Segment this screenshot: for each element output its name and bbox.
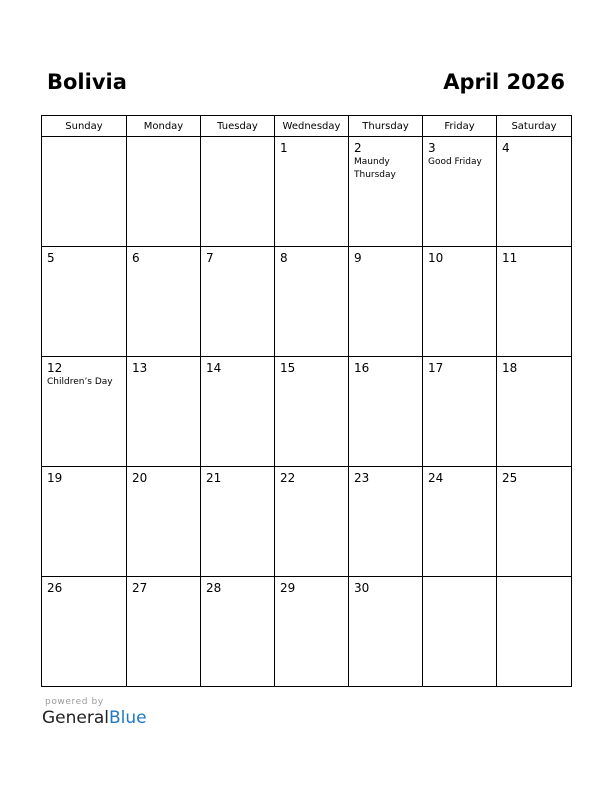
weekday-header: Sunday xyxy=(42,116,127,137)
holiday-label: Maundy Thursday xyxy=(354,157,396,180)
day-cell xyxy=(201,467,275,577)
day-number: 4 xyxy=(502,141,510,155)
day-number: 26 xyxy=(47,581,63,595)
day-number: 21 xyxy=(206,471,222,485)
day-number: 27 xyxy=(132,581,148,595)
day-cell xyxy=(349,577,423,687)
calendar-grid xyxy=(41,115,572,687)
weekday-header-row xyxy=(42,116,572,137)
brand-general: General xyxy=(42,708,109,728)
day-cell xyxy=(275,467,349,577)
day-number: 12 xyxy=(47,361,63,375)
month-year-title: April 2026 xyxy=(443,70,565,94)
day-cell xyxy=(201,247,275,357)
day-number: 18 xyxy=(502,361,518,375)
day-cell xyxy=(42,137,127,247)
country-title: Bolivia xyxy=(47,70,127,94)
day-cell xyxy=(497,137,572,247)
day-number: 24 xyxy=(428,471,444,485)
day-number: 3 xyxy=(428,141,436,155)
day-number: 28 xyxy=(206,581,222,595)
day-cell xyxy=(127,467,201,577)
day-number: 13 xyxy=(132,361,148,375)
weekday-header: Friday xyxy=(423,116,497,137)
powered-by-text: powered by xyxy=(45,697,104,707)
day-number: 22 xyxy=(280,471,296,485)
day-number: 2 xyxy=(354,141,362,155)
day-cell xyxy=(42,247,127,357)
day-cell xyxy=(127,137,201,247)
day-cell xyxy=(201,357,275,467)
day-cell xyxy=(275,357,349,467)
weekday-header: Wednesday xyxy=(275,116,349,137)
day-cell xyxy=(127,357,201,467)
day-cell xyxy=(497,357,572,467)
day-cell xyxy=(201,577,275,687)
day-cell xyxy=(423,137,497,247)
weekday-header: Tuesday xyxy=(201,116,275,137)
day-cell xyxy=(423,467,497,577)
day-cell xyxy=(201,137,275,247)
day-cell xyxy=(423,247,497,357)
weekday-header: Thursday xyxy=(349,116,423,137)
day-number: 11 xyxy=(502,251,518,265)
day-number: 23 xyxy=(354,471,370,485)
day-cell xyxy=(497,247,572,357)
day-cell xyxy=(423,357,497,467)
day-cell xyxy=(275,577,349,687)
day-cell xyxy=(349,357,423,467)
holiday-label: Children’s Day xyxy=(47,377,113,387)
day-cell xyxy=(42,357,127,467)
day-number: 30 xyxy=(354,581,370,595)
day-number: 15 xyxy=(280,361,296,375)
day-number: 20 xyxy=(132,471,148,485)
day-cell xyxy=(349,247,423,357)
weekday-header: Saturday xyxy=(497,116,572,137)
generalblue-logo[interactable] xyxy=(42,708,147,728)
day-number: 5 xyxy=(47,251,55,265)
day-cell xyxy=(349,137,423,247)
day-number: 8 xyxy=(280,251,288,265)
day-cell xyxy=(497,467,572,577)
day-number: 17 xyxy=(428,361,444,375)
day-cell xyxy=(127,247,201,357)
brand-blue: Blue xyxy=(109,708,147,728)
day-number: 6 xyxy=(132,251,140,265)
day-cell xyxy=(127,577,201,687)
day-number: 1 xyxy=(280,141,288,155)
day-number: 10 xyxy=(428,251,444,265)
week-row xyxy=(42,357,572,467)
day-number: 25 xyxy=(502,471,518,485)
day-number: 19 xyxy=(47,471,63,485)
day-cell xyxy=(42,467,127,577)
week-row xyxy=(42,137,572,247)
holiday-label: Good Friday xyxy=(428,157,482,167)
day-number: 29 xyxy=(280,581,296,595)
day-number: 14 xyxy=(206,361,222,375)
weekday-header: Monday xyxy=(127,116,201,137)
week-row xyxy=(42,467,572,577)
day-cell xyxy=(275,137,349,247)
week-row xyxy=(42,247,572,357)
day-cell xyxy=(497,577,572,687)
day-number: 16 xyxy=(354,361,370,375)
day-cell xyxy=(423,577,497,687)
week-row xyxy=(42,577,572,687)
day-cell xyxy=(42,577,127,687)
day-cell xyxy=(275,247,349,357)
day-cell xyxy=(349,467,423,577)
day-number: 7 xyxy=(206,251,214,265)
day-number: 9 xyxy=(354,251,362,265)
